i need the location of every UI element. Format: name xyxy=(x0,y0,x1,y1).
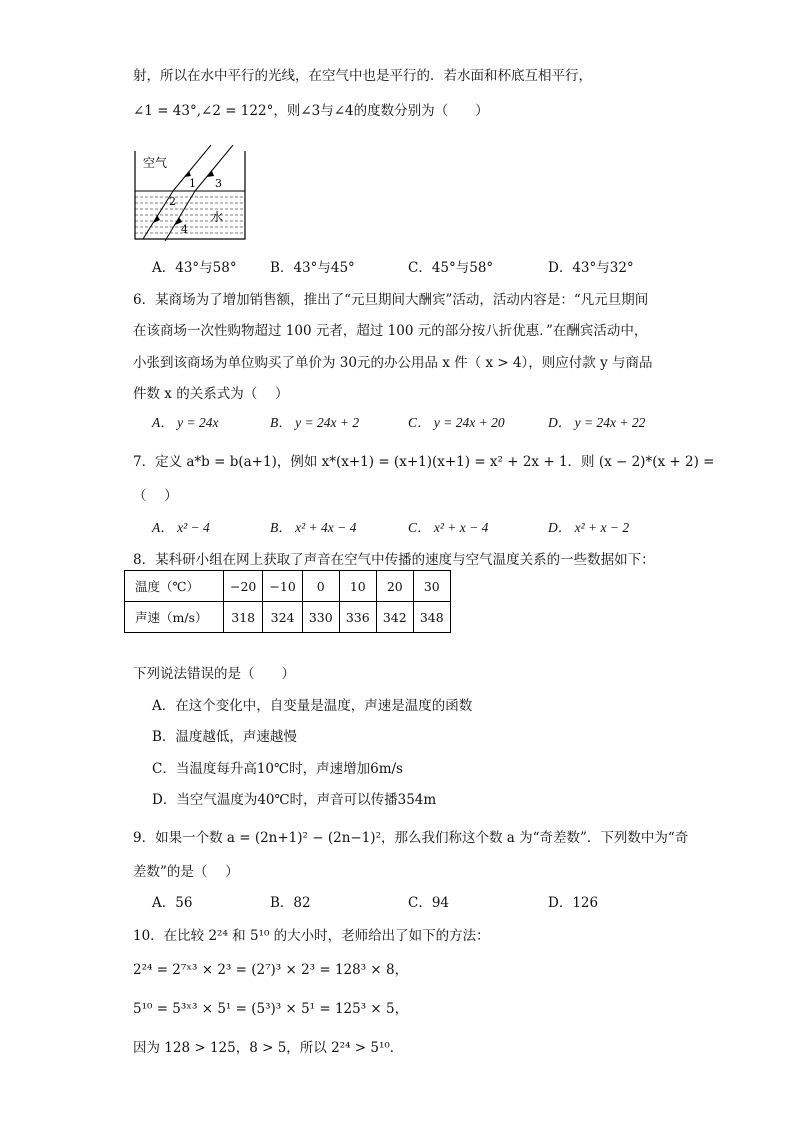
q8-option-a[interactable]: A．在这个变化中，自变量是温度，声速是温度的函数 xyxy=(152,698,473,714)
q5-option-a[interactable]: A．43°与58° xyxy=(152,260,237,276)
q6-option-d[interactable]: D． y = 24x + 22 xyxy=(548,415,646,430)
q8-option-b[interactable]: B．温度越低，声速越慢 xyxy=(152,729,297,745)
table-cell: 0 xyxy=(302,571,339,602)
q6-option-a[interactable]: A． y = 24x xyxy=(152,415,219,430)
q7-text-line1: 7．定义 a*b = b(a+1)，例如 x*(x+1) = (x+1)(x+1) = x² + 2x + 1．则 (x − 2)*(x + 2) = xyxy=(133,454,715,470)
table-cell: −20 xyxy=(224,571,263,602)
q9-option-d[interactable]: D．126 xyxy=(548,895,599,911)
table-row xyxy=(125,571,451,602)
speed-temperature-table xyxy=(124,570,451,633)
water-hatching xyxy=(135,197,245,233)
q5-text-line1: 射，所以在水中平行的光线，在空气中也是平行的．若水面和杯底互相平行， xyxy=(133,68,592,84)
water-label: 水 xyxy=(211,210,224,224)
light-ray-2-air xyxy=(195,145,233,191)
table-cell: 330 xyxy=(302,602,339,633)
air-label: 空气 xyxy=(143,156,168,170)
q6-text-line2: 在该商场一次性购物超过 100 元者，超过 100 元的部分按八折优惠．”在酬宾活动中， xyxy=(133,323,648,339)
q7-option-b[interactable]: B． x² + 4x − 4 xyxy=(270,520,357,535)
table-cell: 324 xyxy=(263,602,302,633)
q8-option-d[interactable]: D．当空气温度为40℃时，声音可以传播354m xyxy=(152,792,437,808)
angle-label-2: 2 xyxy=(169,195,176,208)
q6-option-c[interactable]: C． y = 24x + 20 xyxy=(408,415,505,430)
q9-option-b[interactable]: B．82 xyxy=(270,895,311,911)
arrow-head-1 xyxy=(153,215,160,223)
table-cell: 10 xyxy=(339,571,376,602)
q10-text-line2: 2²⁴ = 2⁷ˣ³ × 2³ = (2⁷)³ × 2³ = 128³ × 8， xyxy=(133,962,409,978)
q10-text-line1: 10．在比较 2²⁴ 和 5¹⁰ 的大小时，老师给出了如下的方法： xyxy=(133,928,490,944)
q10-text-line3: 5¹⁰ = 5³ˣ³ × 5¹ = (5³)³ × 5¹ = 125³ × 5， xyxy=(133,1001,409,1017)
q5-refraction-figure xyxy=(133,145,253,243)
q6-text-line3: 小张到该商场为单位购买了单价为 30元的办公用品 x 件（ x > 4），则应付款 y 与商品 xyxy=(133,355,653,371)
q5-option-c[interactable]: C．45°与58° xyxy=(408,260,494,276)
q9-text-line2: 差数”的是（ ） xyxy=(133,864,239,880)
q8-text-line1: 8．某科研小组在网上获取了声音在空气中传播的速度与空气温度关系的一些数据如下： xyxy=(133,552,655,568)
q5-option-d[interactable]: D．43°与32° xyxy=(548,260,634,276)
table-cell: 20 xyxy=(376,571,413,602)
q5-option-b[interactable]: B．43°与45° xyxy=(270,260,355,276)
q6-text-line1: 6．某商场为了增加销售额，推出了“元旦期间大酬宾”活动，活动内容是：“凡元旦期间 xyxy=(133,292,649,308)
q6-option-b[interactable]: B． y = 24x + 2 xyxy=(270,415,360,430)
table-row xyxy=(125,602,451,633)
q9-text-line1: 9．如果一个数 a = (2n+1)² − (2n−1)²，那么我们称这个数 a 为“奇差数”．下列数中为“奇 xyxy=(133,830,689,846)
table-row-label: 温度（℃） xyxy=(125,571,224,602)
q10-text-line4: 因为 128 > 125，8 > 5，所以 2²⁴ > 5¹⁰． xyxy=(133,1040,404,1056)
angle-label-1: 1 xyxy=(189,177,196,190)
table-row-label: 声速（m/s） xyxy=(125,602,224,633)
q7-option-a[interactable]: A． x² − 4 xyxy=(152,520,210,535)
q8-prompt: 下列说法错误的是（ ） xyxy=(133,666,295,682)
q9-option-a[interactable]: A．56 xyxy=(152,895,193,911)
table-cell: 348 xyxy=(413,602,450,633)
angle-label-3: 3 xyxy=(215,177,222,190)
q9-option-c[interactable]: C．94 xyxy=(408,895,450,911)
q5-text-line2: ∠1 = 43°,∠2 = 122°，则∠3与∠4的度数分别为（ ） xyxy=(133,103,489,119)
table-cell: 342 xyxy=(376,602,413,633)
table-cell: 318 xyxy=(224,602,263,633)
q8-option-c[interactable]: C．当温度每升高10℃时，声速增加6m/s xyxy=(152,761,403,777)
angle-label-4: 4 xyxy=(181,223,188,236)
q7-text-line2: （ ） xyxy=(133,488,178,504)
q7-option-d[interactable]: D． x² + x − 2 xyxy=(548,520,630,535)
table-cell: 30 xyxy=(413,571,450,602)
q7-option-c[interactable]: C． x² + x − 4 xyxy=(408,520,489,535)
table-cell: −10 xyxy=(263,571,302,602)
q6-text-line4: 件数 x 的关系式为（ ） xyxy=(133,386,289,402)
table-cell: 336 xyxy=(339,602,376,633)
